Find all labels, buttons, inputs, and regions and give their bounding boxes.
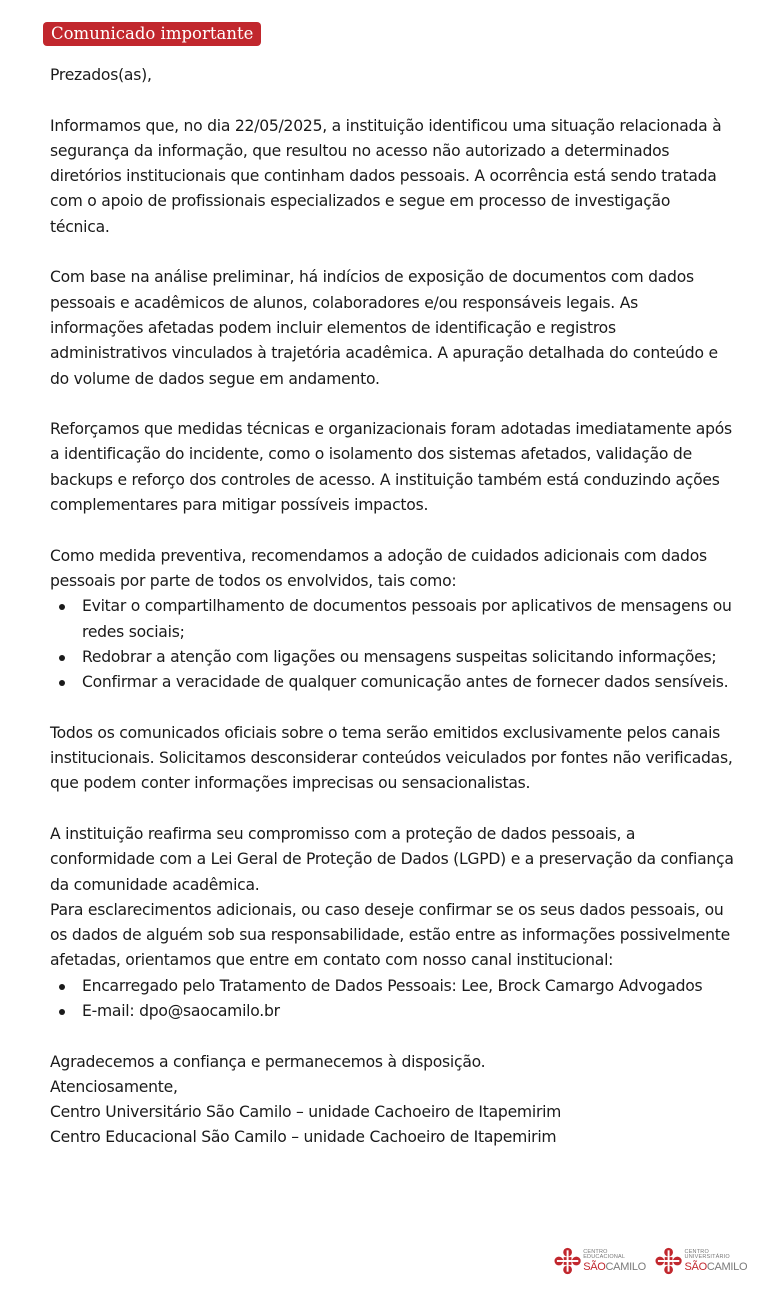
- signature-university: Centro Universitário São Camilo – unidade Cachoeiro de Itapemirim: [50, 1103, 562, 1122]
- sao-camilo-cross-icon: [554, 1247, 581, 1275]
- paragraph-preventive: Como medida preventiva, recomendamos a adoção de cuidados adicionais com dados pessoais por parte de todos os envolvidos, tais como:: [50, 546, 707, 590]
- paragraph-official-channels: Todos os comunicados oficiais sobre o tema serão emitidos exclusivamente pelos canais institucionais. Solicitamos desconsiderar conteúdos veiculados por fontes não verificadas, que podem conter informações imprecisas ou sensacionalistas.: [50, 723, 733, 793]
- list-item: Evitar o compartilhamento de documentos pessoais por aplicativos de mensagens ou redes sociais;: [50, 594, 734, 645]
- paragraph-measures: Reforçamos que medidas técnicas e organizacionais foram adotadas imediatamente após a identificação do incidente, como o isolamento dos sistemas afetados, validação de backups e reforço dos controles de acesso. A instituição também está conduzindo ações complementares para mitigar possíveis impactos.: [50, 420, 732, 515]
- greeting: Prezados(as),: [50, 66, 152, 84]
- contact-list: [50, 974, 734, 1025]
- logo-centro-universitario: [655, 1247, 754, 1275]
- announcement-badge: Comunicado importante: [43, 22, 261, 46]
- list-item: Confirmar a veracidade de qualquer comunicação antes de fornecer dados sensíveis.: [50, 670, 734, 695]
- logo-centro-educacional: [554, 1247, 649, 1275]
- logo-subtitle: CENTRO UNIVERSITÁRIO: [684, 1248, 730, 1260]
- closing-regards: Atenciosamente,: [50, 1077, 178, 1096]
- paragraph-incident: Informamos que, no dia 22/05/2025, a instituição identificou uma situação relacionada à segurança da informação, que resultou no acesso não autorizado a determinados diretórios institucionais que continham dados pessoais. A ocorrência está sendo tratada com o apoio de profissionais especializados e segue em processo de investigação técnica.: [50, 116, 722, 236]
- paragraph-contact: Para esclarecimentos adicionais, ou caso deseje confirmar se os seus dados pessoais, ou os dados de alguém sob sua responsabilidade, estão entre as informações possivelmente afetadas, orientamos que entre em contato com nosso canal institucional:: [50, 900, 730, 970]
- paragraph-analysis: Com base na análise preliminar, há indícios de exposição de documentos com dados pessoais e acadêmicos de alunos, colaboradores e/ou responsáveis legais. As informações afetadas podem incluir elementos de identificação e registros administrativos vinculados à trajetória acadêmica. A apuração detalhada do conteúdo e do volume de dados segue em andamento.: [50, 268, 718, 388]
- contact-email[interactable]: E-mail: dpo@saocamilo.br: [50, 999, 734, 1024]
- closing-thanks: Agradecemos a confiança e permanecemos à disposição.: [50, 1052, 486, 1071]
- list-item: Redobrar a atenção com ligações ou mensagens suspeitas solicitando informações;: [50, 645, 734, 670]
- paragraph-commitment: A instituição reafirma seu compromisso com a proteção de dados pessoais, a conformidade com a Lei Geral de Proteção de Dados (LGPD) e a preservação da confiança da comunidade acadêmica.: [50, 824, 734, 894]
- contact-dpo: Encarregado pelo Tratamento de Dados Pessoais: Lee, Brock Camargo Advogados: [50, 974, 734, 999]
- logo-subtitle: CENTRO EDUCACIONAL: [583, 1248, 626, 1260]
- logo-wordmark: SÃOCAMILO: [684, 1260, 748, 1273]
- signature-educational: Centro Educacional São Camilo – unidade Cachoeiro de Itapemirim: [50, 1128, 557, 1147]
- recommendation-list: [50, 594, 734, 695]
- sao-camilo-cross-icon: [655, 1247, 682, 1275]
- announcement-body: [50, 63, 734, 1151]
- footer-logos: [554, 1245, 760, 1277]
- logo-wordmark: SÃOCAMILO: [583, 1260, 646, 1273]
